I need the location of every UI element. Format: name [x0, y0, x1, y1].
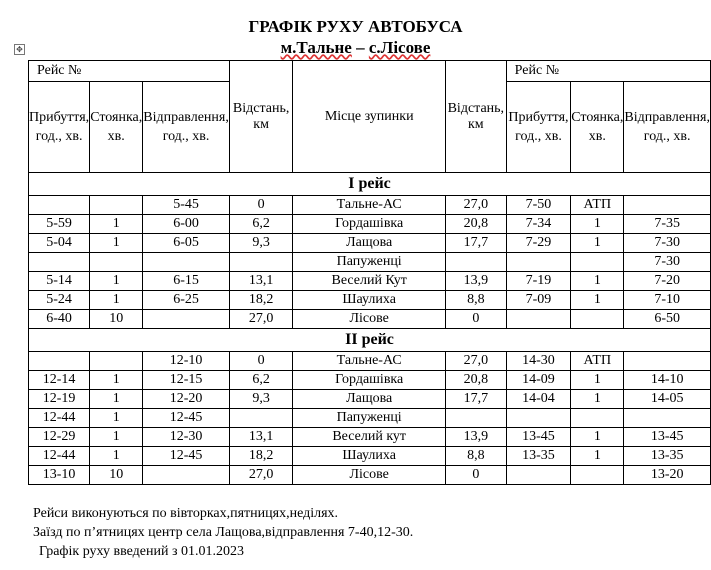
header-place: Місце зупинки: [293, 61, 446, 173]
table-cell: 12-19: [29, 390, 90, 409]
table-row: [29, 390, 711, 409]
table-cell: 7-20: [624, 272, 711, 291]
table-row: [29, 291, 711, 310]
table-cell: 1: [90, 215, 143, 234]
table-row: [29, 272, 711, 291]
stop-name-cell: Тальне-АС: [293, 196, 446, 215]
table-cell: [29, 253, 90, 272]
table-cell: 0: [445, 310, 506, 329]
stop-name-cell: Лісове: [293, 310, 446, 329]
table-row: [29, 371, 711, 390]
table-cell: 0: [445, 466, 506, 485]
table-cell: [445, 253, 506, 272]
table-move-handle-icon[interactable]: ✥: [14, 44, 25, 55]
header-right-group: Рейс №: [506, 61, 710, 82]
table-cell: 27,0: [445, 196, 506, 215]
trip-title: І рейс: [29, 173, 711, 196]
table-cell: 6-25: [143, 291, 230, 310]
stop-name-cell: Тальне-АС: [293, 352, 446, 371]
title-line-2: [0, 37, 711, 58]
document-title: [0, 16, 711, 58]
table-cell: 13,9: [445, 272, 506, 291]
table-cell: 13-35: [624, 447, 711, 466]
table-cell: 6-00: [143, 215, 230, 234]
table-row: [29, 234, 711, 253]
note-effective-date: Графік руху введений з 01.01.2023: [39, 544, 244, 559]
trip-section-row: [29, 173, 711, 196]
header-row-group: [29, 61, 711, 82]
table-cell: 1: [90, 291, 143, 310]
table-cell: 8,8: [445, 291, 506, 310]
table-cell: АТП: [571, 196, 624, 215]
header-stop-left: Стоянка, хв.: [90, 82, 143, 173]
table-cell: 1: [571, 291, 624, 310]
stop-name-cell: Веселий кут: [293, 428, 446, 447]
table-cell: 5-45: [143, 196, 230, 215]
table-cell: 17,7: [445, 390, 506, 409]
table-cell: 9,3: [229, 390, 293, 409]
table-cell: 7-30: [624, 234, 711, 253]
table-row: [29, 447, 711, 466]
table-cell: [143, 310, 230, 329]
header-departure-left: Відправлення, год., хв.: [143, 82, 230, 173]
table-cell: 27,0: [445, 352, 506, 371]
table-cell: 5-24: [29, 291, 90, 310]
header-departure-right: Відправлення, год., хв.: [624, 82, 711, 173]
table-cell: [445, 409, 506, 428]
table-row: [29, 428, 711, 447]
table-cell: 12-10: [143, 352, 230, 371]
table-cell: 13-20: [624, 466, 711, 485]
table-cell: 14-30: [506, 352, 571, 371]
table-cell: [143, 466, 230, 485]
table-cell: 14-10: [624, 371, 711, 390]
notes: [33, 504, 413, 561]
trip-section-row: [29, 329, 711, 352]
table-cell: 1: [571, 447, 624, 466]
table-cell: [506, 253, 571, 272]
table-cell: 1: [90, 272, 143, 291]
table-cell: 7-50: [506, 196, 571, 215]
table-cell: 13,1: [229, 272, 293, 291]
table-cell: 9,3: [229, 234, 293, 253]
table-cell: 20,8: [445, 371, 506, 390]
table-cell: 6-15: [143, 272, 230, 291]
table-cell: 18,2: [229, 291, 293, 310]
table-cell: 13,9: [445, 428, 506, 447]
table-row: [29, 352, 711, 371]
table-cell: 7-19: [506, 272, 571, 291]
table-cell: 7-34: [506, 215, 571, 234]
table-cell: 13,1: [229, 428, 293, 447]
table-cell: 7-30: [624, 253, 711, 272]
table-cell: 7-10: [624, 291, 711, 310]
table-cell: 7-35: [624, 215, 711, 234]
table-cell: 12-44: [29, 447, 90, 466]
table-cell: [571, 409, 624, 428]
table-cell: 1: [571, 272, 624, 291]
table-cell: [90, 253, 143, 272]
table-cell: [90, 196, 143, 215]
stop-name-cell: Гордашівка: [293, 371, 446, 390]
table-cell: 1: [571, 234, 624, 253]
table-cell: 12-15: [143, 371, 230, 390]
trip-title: ІІ рейс: [29, 329, 711, 352]
table-cell: [624, 196, 711, 215]
table-cell: 14-05: [624, 390, 711, 409]
header-distance-right: Відстань, км: [445, 61, 506, 173]
table-cell: [29, 352, 90, 371]
stop-name-cell: Шаулиха: [293, 291, 446, 310]
stop-name-cell: Лісове: [293, 466, 446, 485]
table-row: [29, 196, 711, 215]
table-cell: [506, 310, 571, 329]
table-cell: 27,0: [229, 466, 293, 485]
table-cell: 6-50: [624, 310, 711, 329]
route-separator: –: [351, 38, 369, 57]
table-cell: 1: [571, 371, 624, 390]
table-cell: 13-10: [29, 466, 90, 485]
table-cell: [624, 409, 711, 428]
table-row: [29, 466, 711, 485]
table-cell: 1: [571, 390, 624, 409]
table-cell: 1: [90, 409, 143, 428]
stop-name-cell: Шаулиха: [293, 447, 446, 466]
table-cell: [506, 409, 571, 428]
table-cell: 12-14: [29, 371, 90, 390]
table-row: [29, 409, 711, 428]
note-friday: Заїзд по п’ятницях центр села Лащова,відправлення 7-40,12-30.: [33, 525, 414, 540]
stop-name-cell: Лащова: [293, 390, 446, 409]
table-cell: 20,8: [445, 215, 506, 234]
table-cell: 6-40: [29, 310, 90, 329]
table-cell: 1: [90, 428, 143, 447]
table-cell: 10: [90, 310, 143, 329]
table-cell: 5-59: [29, 215, 90, 234]
schedule-table: [28, 60, 711, 485]
table-cell: 1: [571, 215, 624, 234]
header-arrival-right: Прибуття, год., хв.: [506, 82, 571, 173]
table-cell: 6,2: [229, 371, 293, 390]
table-cell: [229, 409, 293, 428]
table-cell: [143, 253, 230, 272]
table-row: [29, 215, 711, 234]
table-cell: 27,0: [229, 310, 293, 329]
table-cell: 1: [90, 447, 143, 466]
table-cell: [624, 352, 711, 371]
header-left-group: Рейс №: [29, 61, 230, 82]
stop-name-cell: Гордашівка: [293, 215, 446, 234]
stop-name-cell: Лащова: [293, 234, 446, 253]
stop-name-cell: Веселий Кут: [293, 272, 446, 291]
table-cell: 12-45: [143, 409, 230, 428]
table-cell: 0: [229, 352, 293, 371]
route-destination: с.Лісове: [368, 38, 431, 57]
stop-name-cell: Папуженці: [293, 253, 446, 272]
table-cell: [571, 310, 624, 329]
stop-name-cell: Папуженці: [293, 409, 446, 428]
table-cell: 18,2: [229, 447, 293, 466]
table-cell: [229, 253, 293, 272]
table-cell: 1: [90, 371, 143, 390]
table-row: [29, 253, 711, 272]
route-origin: м.Тальне: [280, 38, 352, 57]
table-cell: АТП: [571, 352, 624, 371]
table-cell: 5-14: [29, 272, 90, 291]
table-cell: 14-09: [506, 371, 571, 390]
table-cell: 7-09: [506, 291, 571, 310]
table-cell: 1: [90, 234, 143, 253]
table-cell: 13-35: [506, 447, 571, 466]
table-cell: 14-04: [506, 390, 571, 409]
table-cell: [571, 253, 624, 272]
table-cell: 1: [90, 390, 143, 409]
table-cell: 12-44: [29, 409, 90, 428]
table-cell: 12-45: [143, 447, 230, 466]
table-cell: 6,2: [229, 215, 293, 234]
table-cell: [571, 466, 624, 485]
table-cell: 13-45: [624, 428, 711, 447]
table-cell: 1: [571, 428, 624, 447]
note-days: Рейси виконуються по вівторках,пятницях,неділях.: [33, 506, 339, 521]
table-cell: 5-04: [29, 234, 90, 253]
table-cell: [90, 352, 143, 371]
table-cell: 8,8: [445, 447, 506, 466]
table-cell: 10: [90, 466, 143, 485]
header-arrival-left: Прибуття, год., хв.: [29, 82, 90, 173]
table-cell: 12-29: [29, 428, 90, 447]
table-cell: 6-05: [143, 234, 230, 253]
table-cell: 0: [229, 196, 293, 215]
table-cell: 12-30: [143, 428, 230, 447]
table-cell: 13-45: [506, 428, 571, 447]
table-cell: 12-20: [143, 390, 230, 409]
table-cell: 17,7: [445, 234, 506, 253]
header-stop-right: Стоянка, хв.: [571, 82, 624, 173]
table-cell: 7-29: [506, 234, 571, 253]
title-line-1: ГРАФІК РУХУ АВТОБУСА: [248, 17, 463, 36]
table-cell: [29, 196, 90, 215]
table-cell: [506, 466, 571, 485]
header-distance-left: Відстань, км: [229, 61, 293, 173]
table-row: [29, 310, 711, 329]
